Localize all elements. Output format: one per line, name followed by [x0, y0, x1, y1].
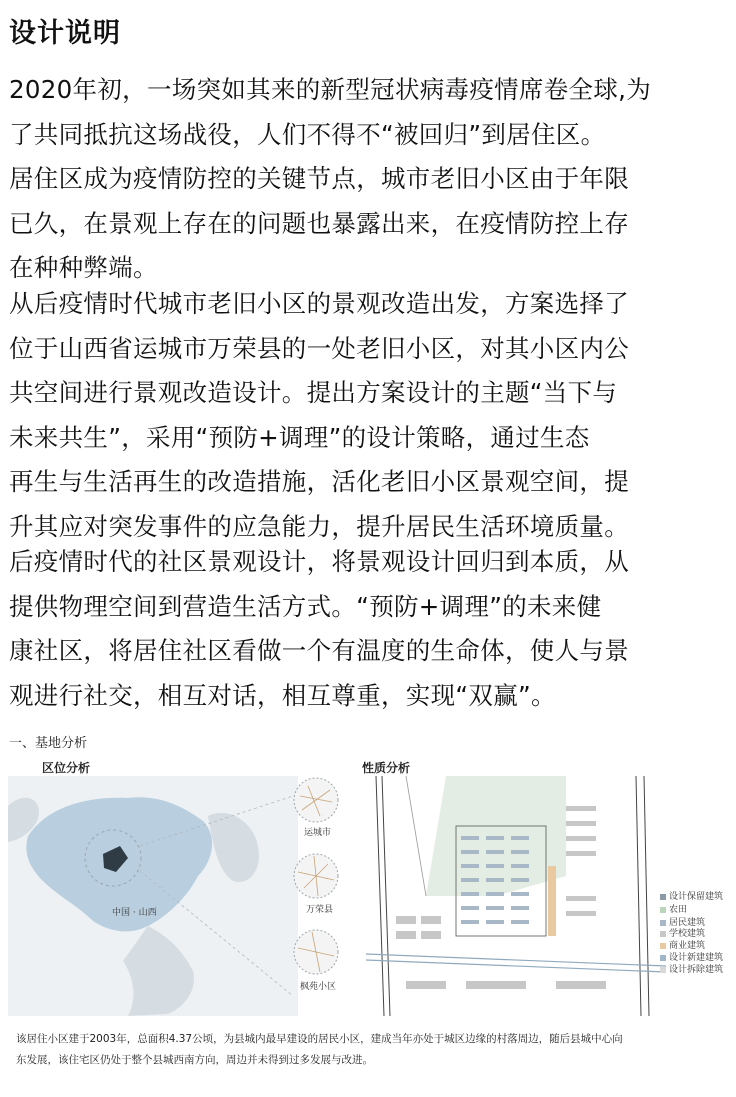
nature-analysis-title: 性质分析 — [362, 761, 411, 775]
text-line: 位于山西省运城市万荣县的一处老旧小区，对其小区内公 — [9, 333, 629, 363]
text-line: 升其应对突发事件的应急能力，提升居民生活环境质量。 — [9, 511, 629, 541]
paragraph-scheme — [9, 282, 731, 549]
paragraph-intro — [9, 68, 731, 291]
location-analysis-title: 区位分析 — [42, 761, 91, 775]
text-line: 未来共生”，采用“预防+调理”的设计策略，通过生态 — [9, 422, 590, 452]
legend-swatch — [660, 955, 666, 961]
text-line: 后疫情时代的社区景观设计，将景观设计回归到本质，从 — [9, 547, 629, 576]
legend-swatch — [660, 894, 666, 900]
legend-label: 学校建筑 — [669, 929, 706, 939]
legend-swatch — [660, 943, 666, 949]
legend-swatch — [660, 907, 666, 913]
map-label: 中国 · 山西 — [112, 908, 157, 918]
zoom-circles — [286, 776, 346, 1006]
text-line: 观进行社交，相互对话，相互尊重，实现“双赢”。 — [9, 680, 556, 710]
legend-swatch — [660, 931, 666, 937]
text-line: 提供物理空间到营造生活方式。“预防+调理”的未来健 — [9, 591, 602, 621]
caption-line: 东发展，该住宅区仍处于整个县城西南方向，周边并未得到过多发展与改进。 — [16, 1054, 373, 1066]
page-title: 设计说明 — [9, 18, 121, 49]
text-line: 居住区成为疫情防控的关键节点，城市老旧小区由于年限 — [9, 164, 629, 193]
site-plan — [366, 776, 666, 1016]
legend-label: 居民建筑 — [669, 918, 706, 928]
legend-item — [660, 962, 723, 975]
text-line: 2020年初，一场突如其来的新型冠状病毒疫情席卷全球,为 — [9, 75, 652, 104]
text-line: 再生与生活再生的改造措施，活化老旧小区景观空间，提 — [9, 467, 629, 496]
paragraph-conclusion — [9, 540, 731, 718]
text-line: 已久，在景观上存在的问题也暴露出来，在疫情防控上存 — [9, 208, 629, 238]
zoom-label-city: 运城市 — [304, 828, 332, 838]
text-line: 康社区，将居住社区看做一个有温度的生命体，使人与景 — [9, 636, 629, 665]
text-line: 共空间进行景观改造设计。提出方案设计的主题“当下与 — [9, 378, 618, 407]
legend-item — [660, 889, 723, 902]
legend-label: 设计新建建筑 — [669, 953, 724, 963]
caption-line: 该居住小区建于2003年，总面积4.37公顷，为县城内最早建设的居民小区，建成当年亦处于城区边缘的村落周边，随后县城中心向 — [16, 1033, 623, 1045]
location-map — [8, 776, 298, 1016]
legend-item — [660, 902, 687, 915]
legend-swatch — [660, 920, 666, 926]
text-line: 从后疫情时代城市老旧小区的景观改造出发，方案选择了 — [9, 289, 629, 318]
legend-label: 商业建筑 — [669, 941, 706, 951]
legend-swatch — [660, 967, 666, 973]
text-line: 了共同抵抗这场战役，人们不得不“被回归”到居住区。 — [9, 119, 606, 149]
legend-label: 设计拆除建筑 — [669, 965, 724, 975]
legend-label: 设计保留建筑 — [669, 892, 724, 902]
figure-caption — [16, 1029, 728, 1071]
legend-label: 农田 — [669, 905, 688, 915]
text-line: 在种种弊端。 — [9, 253, 158, 282]
site-analysis-figure — [0, 728, 736, 1018]
zoom-label-county: 万荣县 — [306, 905, 334, 915]
figure-heading: 一、基地分析 — [9, 736, 88, 751]
zoom-label-community: 枫苑小区 — [300, 982, 337, 992]
